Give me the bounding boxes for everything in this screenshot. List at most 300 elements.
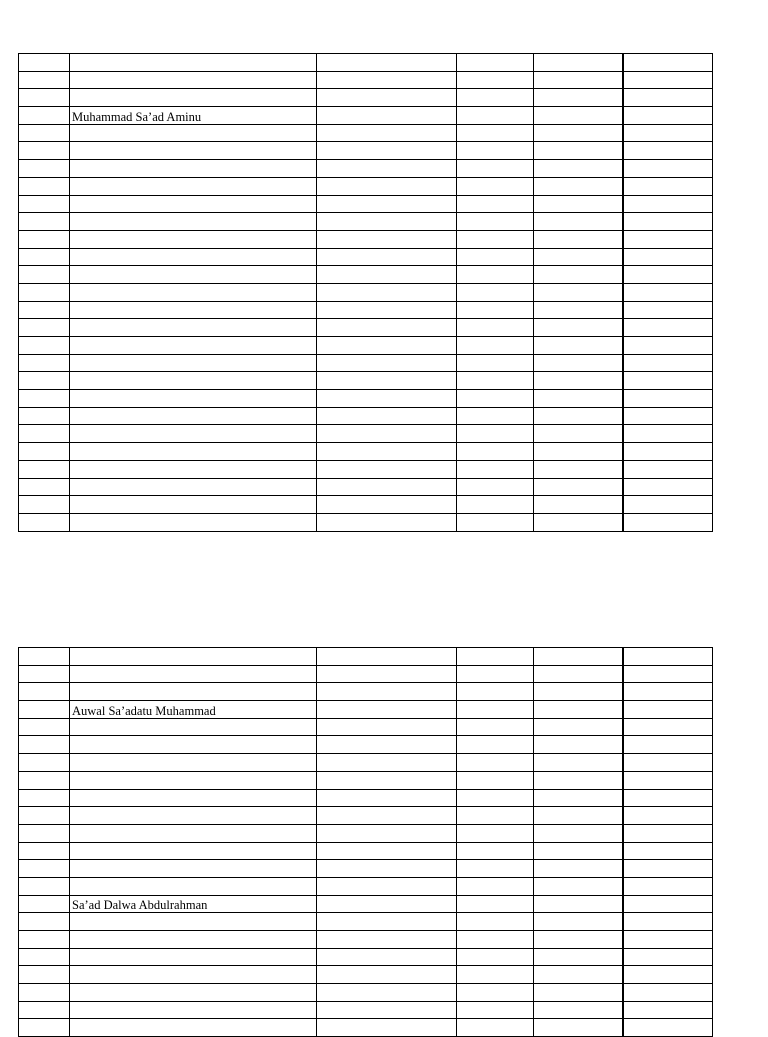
- table-cell[interactable]: [70, 266, 317, 284]
- table-cell[interactable]: [623, 142, 713, 160]
- table-cell[interactable]: [457, 213, 534, 231]
- table-cell[interactable]: [534, 683, 623, 701]
- table-cell[interactable]: [317, 354, 457, 372]
- table-cell[interactable]: [70, 966, 317, 984]
- table-cell[interactable]: [70, 1001, 317, 1019]
- table-cell[interactable]: [623, 648, 713, 666]
- table-cell[interactable]: [534, 984, 623, 1002]
- table-cell[interactable]: [623, 860, 713, 878]
- table-cell[interactable]: [534, 665, 623, 683]
- table-cell[interactable]: [623, 1019, 713, 1037]
- table-cell[interactable]: [534, 877, 623, 895]
- table-cell[interactable]: [623, 283, 713, 301]
- table-cell[interactable]: [70, 177, 317, 195]
- table-cell[interactable]: [19, 443, 70, 461]
- table-cell[interactable]: [534, 895, 623, 913]
- table-cell[interactable]: [457, 754, 534, 772]
- table-cell[interactable]: [457, 425, 534, 443]
- table-cell[interactable]: [534, 407, 623, 425]
- table-cell[interactable]: [19, 107, 70, 125]
- table-cell[interactable]: [534, 842, 623, 860]
- table-cell[interactable]: [534, 736, 623, 754]
- table-cell[interactable]: [534, 1019, 623, 1037]
- table-cell[interactable]: [534, 195, 623, 213]
- table-cell[interactable]: [457, 789, 534, 807]
- table-cell[interactable]: [534, 89, 623, 107]
- table-cell[interactable]: [623, 736, 713, 754]
- table-cell[interactable]: [317, 877, 457, 895]
- table-cell[interactable]: [70, 71, 317, 89]
- table-cell[interactable]: [534, 648, 623, 666]
- table-cell[interactable]: [70, 948, 317, 966]
- table-cell[interactable]: [534, 372, 623, 390]
- spreadsheet-table-2: [18, 647, 713, 1037]
- table-cell[interactable]: [19, 337, 70, 355]
- table-cell[interactable]: [19, 425, 70, 443]
- table-cell[interactable]: [70, 860, 317, 878]
- table-cell[interactable]: [317, 931, 457, 949]
- table-cell[interactable]: [19, 195, 70, 213]
- table-cell[interactable]: [317, 89, 457, 107]
- table-cell[interactable]: [534, 513, 623, 531]
- table-cell[interactable]: [317, 966, 457, 984]
- table-cell[interactable]: [70, 213, 317, 231]
- table-cell[interactable]: [457, 407, 534, 425]
- table-cell[interactable]: [457, 913, 534, 931]
- table-row: [19, 107, 713, 125]
- table-cell[interactable]: [623, 1001, 713, 1019]
- table-cell[interactable]: [317, 283, 457, 301]
- table-cell[interactable]: [19, 177, 70, 195]
- table-cell[interactable]: [457, 54, 534, 72]
- table-cell[interactable]: [19, 683, 70, 701]
- table-cell[interactable]: [623, 966, 713, 984]
- table-cell[interactable]: [457, 319, 534, 337]
- table-cell[interactable]: [534, 177, 623, 195]
- table-cell[interactable]: [317, 754, 457, 772]
- table-cell[interactable]: [534, 948, 623, 966]
- table-cell[interactable]: [19, 354, 70, 372]
- table-cell[interactable]: [623, 913, 713, 931]
- table-cell[interactable]: [317, 478, 457, 496]
- table-cell[interactable]: [70, 319, 317, 337]
- table-cell[interactable]: [19, 213, 70, 231]
- table-cell[interactable]: [534, 54, 623, 72]
- table-cell[interactable]: [534, 931, 623, 949]
- table-cell[interactable]: [70, 460, 317, 478]
- table-cell[interactable]: [19, 266, 70, 284]
- table-cell[interactable]: [317, 124, 457, 142]
- table-cell[interactable]: [457, 984, 534, 1002]
- table-cell[interactable]: [317, 683, 457, 701]
- table-cell[interactable]: [623, 984, 713, 1002]
- table-cell[interactable]: [623, 701, 713, 719]
- table-cell[interactable]: [534, 966, 623, 984]
- table-cell[interactable]: [457, 736, 534, 754]
- table-cell[interactable]: [70, 301, 317, 319]
- table-cell[interactable]: [457, 1019, 534, 1037]
- table-cell[interactable]: [317, 913, 457, 931]
- table-cell[interactable]: [623, 842, 713, 860]
- table-cell[interactable]: [317, 107, 457, 125]
- table-cell[interactable]: [457, 683, 534, 701]
- table-cell[interactable]: [623, 931, 713, 949]
- table-cell[interactable]: [457, 665, 534, 683]
- table-cell[interactable]: [70, 124, 317, 142]
- table-cell[interactable]: [623, 160, 713, 178]
- table-cell[interactable]: [623, 665, 713, 683]
- table-cell[interactable]: [70, 142, 317, 160]
- table-cell[interactable]: [457, 771, 534, 789]
- table-cell[interactable]: [19, 1001, 70, 1019]
- table-cell[interactable]: [70, 913, 317, 931]
- table-cell[interactable]: [457, 443, 534, 461]
- table-cell[interactable]: [317, 301, 457, 319]
- table-cell[interactable]: [19, 948, 70, 966]
- table-cell[interactable]: [19, 895, 70, 913]
- table-cell[interactable]: [534, 824, 623, 842]
- table-cell[interactable]: [19, 89, 70, 107]
- table-cell[interactable]: [317, 718, 457, 736]
- table-cell[interactable]: [457, 107, 534, 125]
- table-cell[interactable]: [457, 807, 534, 825]
- table-cell[interactable]: [623, 948, 713, 966]
- table-cell[interactable]: [317, 842, 457, 860]
- table-cell[interactable]: [534, 213, 623, 231]
- table-cell[interactable]: [70, 337, 317, 355]
- table-cell[interactable]: [19, 648, 70, 666]
- table-cell[interactable]: [534, 425, 623, 443]
- table-cell[interactable]: [317, 266, 457, 284]
- table-cell[interactable]: [19, 842, 70, 860]
- table-cell[interactable]: [70, 718, 317, 736]
- table-cell[interactable]: [19, 701, 70, 719]
- table-cell[interactable]: [317, 648, 457, 666]
- table-cell[interactable]: [19, 319, 70, 337]
- table-cell[interactable]: [317, 54, 457, 72]
- name-cell[interactable]: Auwal Sa’adatu Muhammad: [70, 701, 317, 719]
- table-cell[interactable]: [19, 478, 70, 496]
- table-cell[interactable]: [623, 513, 713, 531]
- table-cell[interactable]: [19, 966, 70, 984]
- table-cell[interactable]: [19, 789, 70, 807]
- table-cell[interactable]: [623, 771, 713, 789]
- table-cell[interactable]: [317, 895, 457, 913]
- table-cell[interactable]: [623, 807, 713, 825]
- table-cell[interactable]: [70, 824, 317, 842]
- table-cell[interactable]: [70, 771, 317, 789]
- table-cell[interactable]: [19, 736, 70, 754]
- table-cell[interactable]: [534, 390, 623, 408]
- table-cell[interactable]: [19, 460, 70, 478]
- table-cell[interactable]: [19, 142, 70, 160]
- table-cell[interactable]: [70, 648, 317, 666]
- table-cell[interactable]: [19, 931, 70, 949]
- table-cell[interactable]: [457, 877, 534, 895]
- table-cell[interactable]: [534, 701, 623, 719]
- table-cell[interactable]: [534, 771, 623, 789]
- table-cell[interactable]: [457, 301, 534, 319]
- table-cell[interactable]: [457, 860, 534, 878]
- table-cell[interactable]: [19, 496, 70, 514]
- table-cell[interactable]: [623, 54, 713, 72]
- table-cell[interactable]: [317, 701, 457, 719]
- table-cell[interactable]: [317, 390, 457, 408]
- table-cell[interactable]: [534, 266, 623, 284]
- table-cell[interactable]: [623, 496, 713, 514]
- table-cell[interactable]: [623, 107, 713, 125]
- table-cell[interactable]: [70, 443, 317, 461]
- table-cell[interactable]: [19, 807, 70, 825]
- table-cell[interactable]: [457, 160, 534, 178]
- table-cell[interactable]: [457, 142, 534, 160]
- table-cell[interactable]: [317, 425, 457, 443]
- table-cell[interactable]: [457, 460, 534, 478]
- table-cell[interactable]: [457, 195, 534, 213]
- table-cell[interactable]: [19, 390, 70, 408]
- table-cell[interactable]: [623, 789, 713, 807]
- table-cell[interactable]: [534, 160, 623, 178]
- table-cell[interactable]: [623, 895, 713, 913]
- table-cell[interactable]: [623, 124, 713, 142]
- table-cell[interactable]: [19, 877, 70, 895]
- table-cell[interactable]: [534, 1001, 623, 1019]
- name-cell[interactable]: Muhammad Sa’ad Aminu: [70, 107, 317, 125]
- table-cell[interactable]: [19, 665, 70, 683]
- table-cell[interactable]: [70, 407, 317, 425]
- table-cell[interactable]: [70, 842, 317, 860]
- table-cell[interactable]: [70, 230, 317, 248]
- table-cell[interactable]: [623, 319, 713, 337]
- table-cell[interactable]: [317, 177, 457, 195]
- table-cell[interactable]: [19, 860, 70, 878]
- table-cell[interactable]: [317, 213, 457, 231]
- table-cell[interactable]: [534, 301, 623, 319]
- table-cell[interactable]: [70, 807, 317, 825]
- table-cell[interactable]: [534, 230, 623, 248]
- table-cell[interactable]: [623, 230, 713, 248]
- table-cell[interactable]: [623, 877, 713, 895]
- table-cell[interactable]: [623, 266, 713, 284]
- table-cell[interactable]: [623, 407, 713, 425]
- table-cell[interactable]: [317, 160, 457, 178]
- table-cell[interactable]: [19, 771, 70, 789]
- table-cell[interactable]: [457, 478, 534, 496]
- table-cell[interactable]: [534, 913, 623, 931]
- table-cell[interactable]: [623, 177, 713, 195]
- table-cell[interactable]: [457, 71, 534, 89]
- table-cell[interactable]: [534, 478, 623, 496]
- table-cell[interactable]: [70, 248, 317, 266]
- table-row: [19, 736, 713, 754]
- table-cell[interactable]: [317, 771, 457, 789]
- table-cell[interactable]: [457, 124, 534, 142]
- table-cell[interactable]: [457, 337, 534, 355]
- table-cell[interactable]: [623, 89, 713, 107]
- table-cell[interactable]: [317, 443, 457, 461]
- table-row: [19, 337, 713, 355]
- table-cell[interactable]: [317, 807, 457, 825]
- table-cell[interactable]: [19, 1019, 70, 1037]
- table-cell[interactable]: [317, 948, 457, 966]
- table-cell[interactable]: [19, 718, 70, 736]
- table-cell[interactable]: [457, 266, 534, 284]
- table-cell[interactable]: [70, 160, 317, 178]
- table-cell[interactable]: [317, 372, 457, 390]
- table-cell[interactable]: [457, 372, 534, 390]
- table-cell[interactable]: [317, 513, 457, 531]
- table-cell[interactable]: [457, 1001, 534, 1019]
- table-cell[interactable]: [317, 736, 457, 754]
- table-cell[interactable]: [19, 71, 70, 89]
- table-cell[interactable]: [317, 789, 457, 807]
- table-cell[interactable]: [457, 283, 534, 301]
- table-cell[interactable]: [623, 213, 713, 231]
- table-row: [19, 354, 713, 372]
- table-cell[interactable]: [623, 248, 713, 266]
- table-cell[interactable]: [457, 390, 534, 408]
- table-cell[interactable]: [623, 337, 713, 355]
- table-cell[interactable]: [457, 842, 534, 860]
- table-cell[interactable]: [19, 407, 70, 425]
- table-cell[interactable]: [19, 230, 70, 248]
- table-cell[interactable]: [623, 390, 713, 408]
- table-cell[interactable]: [534, 337, 623, 355]
- table-cell[interactable]: [317, 1001, 457, 1019]
- table-cell[interactable]: [457, 248, 534, 266]
- table-cell[interactable]: [19, 513, 70, 531]
- table-cell[interactable]: [534, 107, 623, 125]
- table-cell[interactable]: [534, 789, 623, 807]
- table-cell[interactable]: [457, 966, 534, 984]
- table-cell[interactable]: [534, 718, 623, 736]
- table-cell[interactable]: [317, 824, 457, 842]
- table-cell[interactable]: [623, 443, 713, 461]
- table-cell[interactable]: [457, 496, 534, 514]
- table-cell[interactable]: [534, 860, 623, 878]
- table-cell[interactable]: [70, 754, 317, 772]
- table-cell[interactable]: [70, 513, 317, 531]
- table-cell[interactable]: [534, 807, 623, 825]
- table-cell[interactable]: [317, 248, 457, 266]
- table-cell[interactable]: [19, 283, 70, 301]
- table-cell[interactable]: [19, 124, 70, 142]
- table-cell[interactable]: [457, 701, 534, 719]
- table-cell[interactable]: [457, 931, 534, 949]
- table-cell[interactable]: [457, 895, 534, 913]
- table-cell[interactable]: [457, 824, 534, 842]
- table-cell[interactable]: [623, 683, 713, 701]
- name-cell[interactable]: Sa’ad Dalwa Abdulrahman: [70, 895, 317, 913]
- table-cell[interactable]: [19, 754, 70, 772]
- table-cell[interactable]: [623, 354, 713, 372]
- table-cell[interactable]: [70, 390, 317, 408]
- table-cell[interactable]: [534, 319, 623, 337]
- table-cell[interactable]: [623, 71, 713, 89]
- table-cell[interactable]: [317, 337, 457, 355]
- table-cell[interactable]: [70, 683, 317, 701]
- table-cell[interactable]: [534, 460, 623, 478]
- table-cell[interactable]: [534, 71, 623, 89]
- table-cell[interactable]: [623, 301, 713, 319]
- table-cell[interactable]: [70, 478, 317, 496]
- table-cell[interactable]: [623, 824, 713, 842]
- table-cell[interactable]: [623, 195, 713, 213]
- table-cell[interactable]: [317, 665, 457, 683]
- table-cell[interactable]: [623, 460, 713, 478]
- table-cell[interactable]: [317, 460, 457, 478]
- table-cell[interactable]: [19, 984, 70, 1002]
- table-cell[interactable]: [70, 89, 317, 107]
- table-cell[interactable]: [19, 301, 70, 319]
- table-cell[interactable]: [70, 736, 317, 754]
- table-cell[interactable]: [70, 877, 317, 895]
- table-cell[interactable]: [534, 248, 623, 266]
- table-cell[interactable]: [70, 425, 317, 443]
- table-cell[interactable]: [623, 478, 713, 496]
- table-cell[interactable]: [19, 824, 70, 842]
- table-cell[interactable]: [70, 54, 317, 72]
- table-cell[interactable]: [70, 931, 317, 949]
- table-cell[interactable]: [317, 1019, 457, 1037]
- table-cell[interactable]: [70, 789, 317, 807]
- table-cell[interactable]: [19, 913, 70, 931]
- table-cell[interactable]: [317, 496, 457, 514]
- table-cell[interactable]: [317, 860, 457, 878]
- table-cell[interactable]: [457, 354, 534, 372]
- table-cell[interactable]: [534, 283, 623, 301]
- table-cell[interactable]: [19, 160, 70, 178]
- table-cell[interactable]: [317, 230, 457, 248]
- table-cell[interactable]: [457, 89, 534, 107]
- table-cell[interactable]: [317, 319, 457, 337]
- table-cell[interactable]: [70, 1019, 317, 1037]
- table-cell[interactable]: [317, 142, 457, 160]
- table-cell[interactable]: [457, 648, 534, 666]
- table-cell[interactable]: [70, 354, 317, 372]
- table-cell[interactable]: [534, 124, 623, 142]
- table-row: [19, 460, 713, 478]
- table-cell[interactable]: [457, 513, 534, 531]
- table-cell[interactable]: [457, 948, 534, 966]
- table-cell[interactable]: [534, 443, 623, 461]
- table-cell[interactable]: [19, 248, 70, 266]
- table-cell[interactable]: [534, 496, 623, 514]
- table-cell[interactable]: [19, 372, 70, 390]
- table-cell[interactable]: [534, 354, 623, 372]
- table-cell[interactable]: [534, 754, 623, 772]
- table-cell[interactable]: [70, 984, 317, 1002]
- table-cell[interactable]: [623, 372, 713, 390]
- table-cell[interactable]: [70, 372, 317, 390]
- table-cell[interactable]: [70, 496, 317, 514]
- table-cell[interactable]: [70, 195, 317, 213]
- table-cell[interactable]: [19, 54, 70, 72]
- table-cell[interactable]: [623, 718, 713, 736]
- table-cell[interactable]: [317, 71, 457, 89]
- table-cell[interactable]: [623, 425, 713, 443]
- table-cell[interactable]: [457, 177, 534, 195]
- table-cell[interactable]: [317, 195, 457, 213]
- table-cell[interactable]: [457, 718, 534, 736]
- table-cell[interactable]: [457, 230, 534, 248]
- table-cell[interactable]: [70, 283, 317, 301]
- table-cell[interactable]: [534, 142, 623, 160]
- table-cell[interactable]: [317, 407, 457, 425]
- table-cell[interactable]: [317, 984, 457, 1002]
- table-cell[interactable]: [70, 665, 317, 683]
- table-cell[interactable]: [623, 754, 713, 772]
